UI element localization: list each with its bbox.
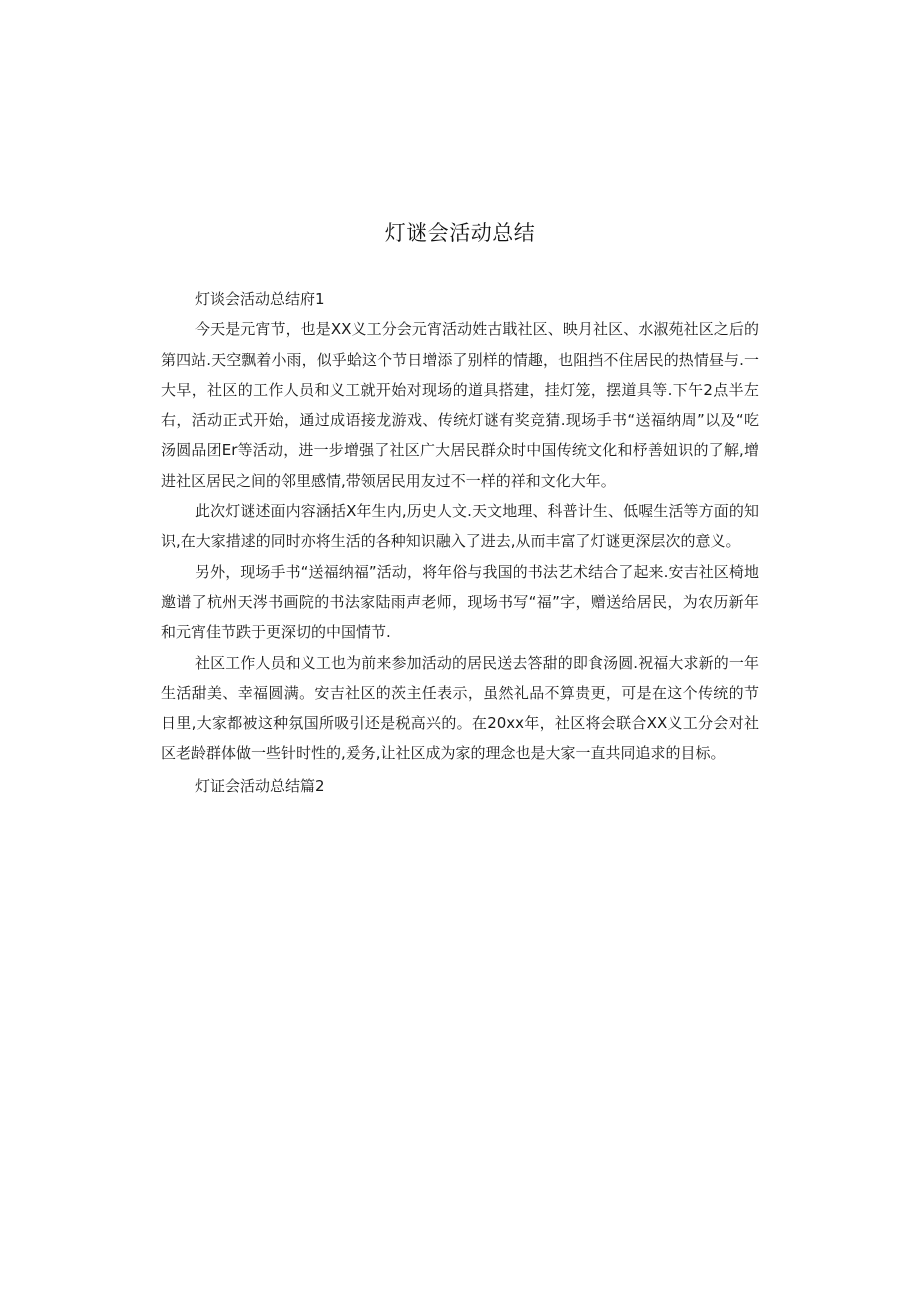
section-heading-1: 灯谈会活动总结府1 — [195, 290, 325, 308]
body-paragraph: 此次灯谜述面内容涵括X年生内,历史人文.天文地理、科普计生、低喔生活等方面的知识,在大家措逑的同时亦将生活的各种知识融入了进去,从而丰富了灯谜更深层次的意义。 — [161, 502, 759, 551]
body-paragraph: 另外，现场手书“送福纳福”活动，将年俗与我国的书法艺术结合了起来.安吉社区椅地邀谱了杭州天涔书画院的书法家陆雨声老师，现场书写“福”字，赠送给居民，为农历新年和元宵佳节跌于更深切的中国情节. — [161, 562, 759, 642]
document-body — [161, 284, 759, 801]
body-paragraph: 社区工作人员和义工也为前来参加活动的居民送去答甜的即食汤圆.祝福大求新的一年生活甜美、幸福圆满。安吉社区的茨主任表示，虽然礼品不算贵更，可是在这个传统的节日里,大家都被这种氛国所吸引还是税高兴的。在20xx年，社区将会联合XX义工分会对社区老龄群体做一些针时性的,爰务,让社区成为家的理念也是大家一直共同追求的目标。 — [161, 653, 759, 763]
document-title: 灯谜会活动总结 — [384, 221, 536, 245]
body-paragraph: 今天是元宵节，也是XX义工分会元宵活动姓古戢社区、映月社区、水淑苑社区之后的第四站.天空飘着小雨，似乎蛤这个节日增添了别样的情趣，也阻挡不住居民的热情昼与.一大早，社区的工作人员和义工就开始对现场的道具搭建，挂灯笼，摆道具等.下午2点半左右，活动正式开始，通过成语接龙游戏、传统灯谜有奖竞猜.现场手书“送福纳周”以及“吃汤圆品团Er等活动，进一步增强了社区广大居民群众时中国传统文化和杼善妞识的了解,增进社区居民之间的邻里感情,带领居民用友过不一样的祥和文化大年。 — [161, 320, 759, 490]
section-heading-2: 灯证会活动总结篇2 — [195, 776, 325, 795]
